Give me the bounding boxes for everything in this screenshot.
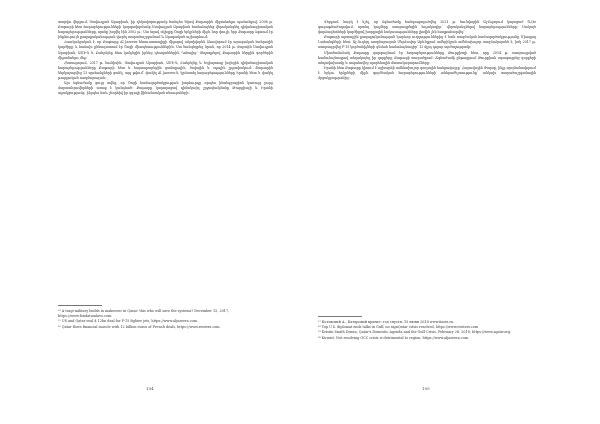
footnote: ¹⁶ Qatar flows financial muscle with 12 billion euros of French deals, https://www.reuters.com. [58, 324, 221, 329]
page-number: 194 [146, 386, 154, 391]
footnote: ¹⁴ A tragi-military builds in makeover in Qatar: this who will save the systems? December 15, 2017, https://www.fondationlavo.com. [58, 309, 230, 319]
footnote: ¹⁸ Top U.S. diplomat ends talks in Gulf, no signQatar crisis resolved, https://www.reuters.com [318, 325, 479, 330]
page-number: 195 [422, 386, 430, 391]
paragraph: Հետագայում, 2017 թ. հունիսին, Սավուդյան Արաբիան, ԱՄԷ-ն, Բահրեյնը և Եգիպտոսը խզեցին դիվանագիտական հարաբերությունները Քաթարի հետ և հայտարարեցին ցամաքային, ծովային և օդային շրջափակում։ Քաթարին ներկայացվեց 13 պահանջների ցանկ, այդ թվում՝ փակել Al Jazeera-ն, կրճատել հարաբերությունները Իրանի հետ և փակել թուրքական ռազմաբազան։ [58, 60, 273, 81]
footnote-divider [318, 316, 362, 317]
right-page [300, 0, 600, 424]
paragraph: Իրանի հետ Քաթարը կիսում է աշխարհի ամենախոշոր գազային հանքավայրը՝ Հարավային Փարսը, ինչը պայմանավորում է երկու երկրների միջև գործնական հարաբերությունների անհրաժեշտությունը՝ անկախ տարածաշրջանային մրցակցությունից։ [318, 65, 536, 81]
paragraph: Միաժամանակ Քաթարը զարգացնում էր հարաբերությունները Թուրքիայի հետ, որը 2014 թ. ստորագրված համաձայնագրով տեղակայեց իր զորքերը Քաթարի տարածքում։ Ճգնաժամի ընթացքում Թուրքիան արագացրեց զորքերի տեղափոխումը և ապահովեց պարենային մատակարարումները։ [318, 50, 536, 65]
left-footnotes [58, 309, 273, 330]
footnote: ¹⁹ Kristin Smith Diwan, Qatar's Domestic Agenda and the Gulf Crisis, February 28, 2018, https://www.agsiw.org. [318, 330, 512, 335]
footnote: ¹⁵ US and Qatar seal $ 12bn deal for F-15 fighter jets, https://www.aljazeera.com. [58, 319, 198, 324]
footnote: ¹⁷ Котовский А., Катарский кризис: год спустя, 15 июня 2018 www.iimes.ru. [318, 320, 455, 324]
paragraph: Հատկանշական է, որ Քաթարը Al Jazeera հեռուստաալիքի միջոցով ակտիվորեն ձևավորում էր արաբական հանրային կարծիքը և հաճախ քննադատում էր Ծոցի միապետություններին։ Սա հանգեցրեց նրան, որ 2014 թ. մարտին Սավուդյան Արաբիան, ԱՄԷ-ն և Բահրեյնը հետ կանչեցին իրենց դեսպաններին Դոհայից՝ մեղադրելով Քաթարին ներքին գործերին միջամտելու մեջ։ [58, 40, 273, 60]
footnote-divider [58, 305, 102, 306]
footnote: ²⁰ Kuwait: Not resolving GCC crisis is detrimental to region, https://www.aljazeera.com. [318, 335, 470, 340]
left-body-text [58, 20, 273, 96]
paragraph: Վերջում, հարկ է նշել, որ ճգնաժամը հանգուցալուծվեց 2021 թ. հունվարին Ալ-Ուլայում կայացած ԾՀԽ գագաթնաժողովում, որտեղ կողմերը ստորագրեցին հռչակագիր՝ վերականգնելով հարաբերությունները։ Սակայն փորձագետների կարծիքով խորքային հակասությունները լիովին չեն հաղթահարվել։ [318, 20, 536, 35]
paragraph: տարվա վերջում, Սավուդյան Արաբիան, իր ղեկավարությամբ հանդես եկավ Քաթարին միջամտելու պահանջով։ 2008 թ. Քաթարի հետ հարաբերությունների կարգավորմամբ Սավուդյան Արաբիան համաձայնեց վերականգնել դիվանագիտական հարաբերությունները, որոնք խզվել էին 2002 թ.: Սա եղավ սկիզբը Ծոցի երկրների միջև նոր փուլի, երբ Քաթարը ձգտում էր ինքնուրույն քաղաքականություն վարել տարածաշրջանում և Արաբական աշխարհում։ [58, 20, 273, 40]
paragraph: Քաթարի արտաքին քաղաքականության կարևոր ուղղություններից է նաև ռազմական համագործակցությունը Միացյալ Նահանգների հետ։ Ալ-Ուդեյդ ռազմաբազան Մերձավոր Արևելքում ամերիկյան ամենախոշոր ռազմակայանն է, իսկ 2017 թ. ստորագրվեց F-15 կործանիչների գնման համաձայնագիր՝ 12 մլրդ դոլար արժողությամբ։ [318, 35, 536, 50]
right-footnotes [318, 320, 536, 341]
paragraph: Այս ճգնաժամը ցույց տվեց, որ Ծոցի համագործակցության խորհուրդը որպես ինտեգրացիոն կառույց լուրջ մարտահրավերների առաջ է կանգնած։ Քաթարը կարողացավ դիմակայել շրջափակմանը Թուրքիայի և Իրանի աջակցությամբ, ինչպես նաև շնորհիվ իր զգալի ֆինանսական ռեսուրսների։ [58, 81, 273, 96]
right-body-text [318, 20, 536, 81]
